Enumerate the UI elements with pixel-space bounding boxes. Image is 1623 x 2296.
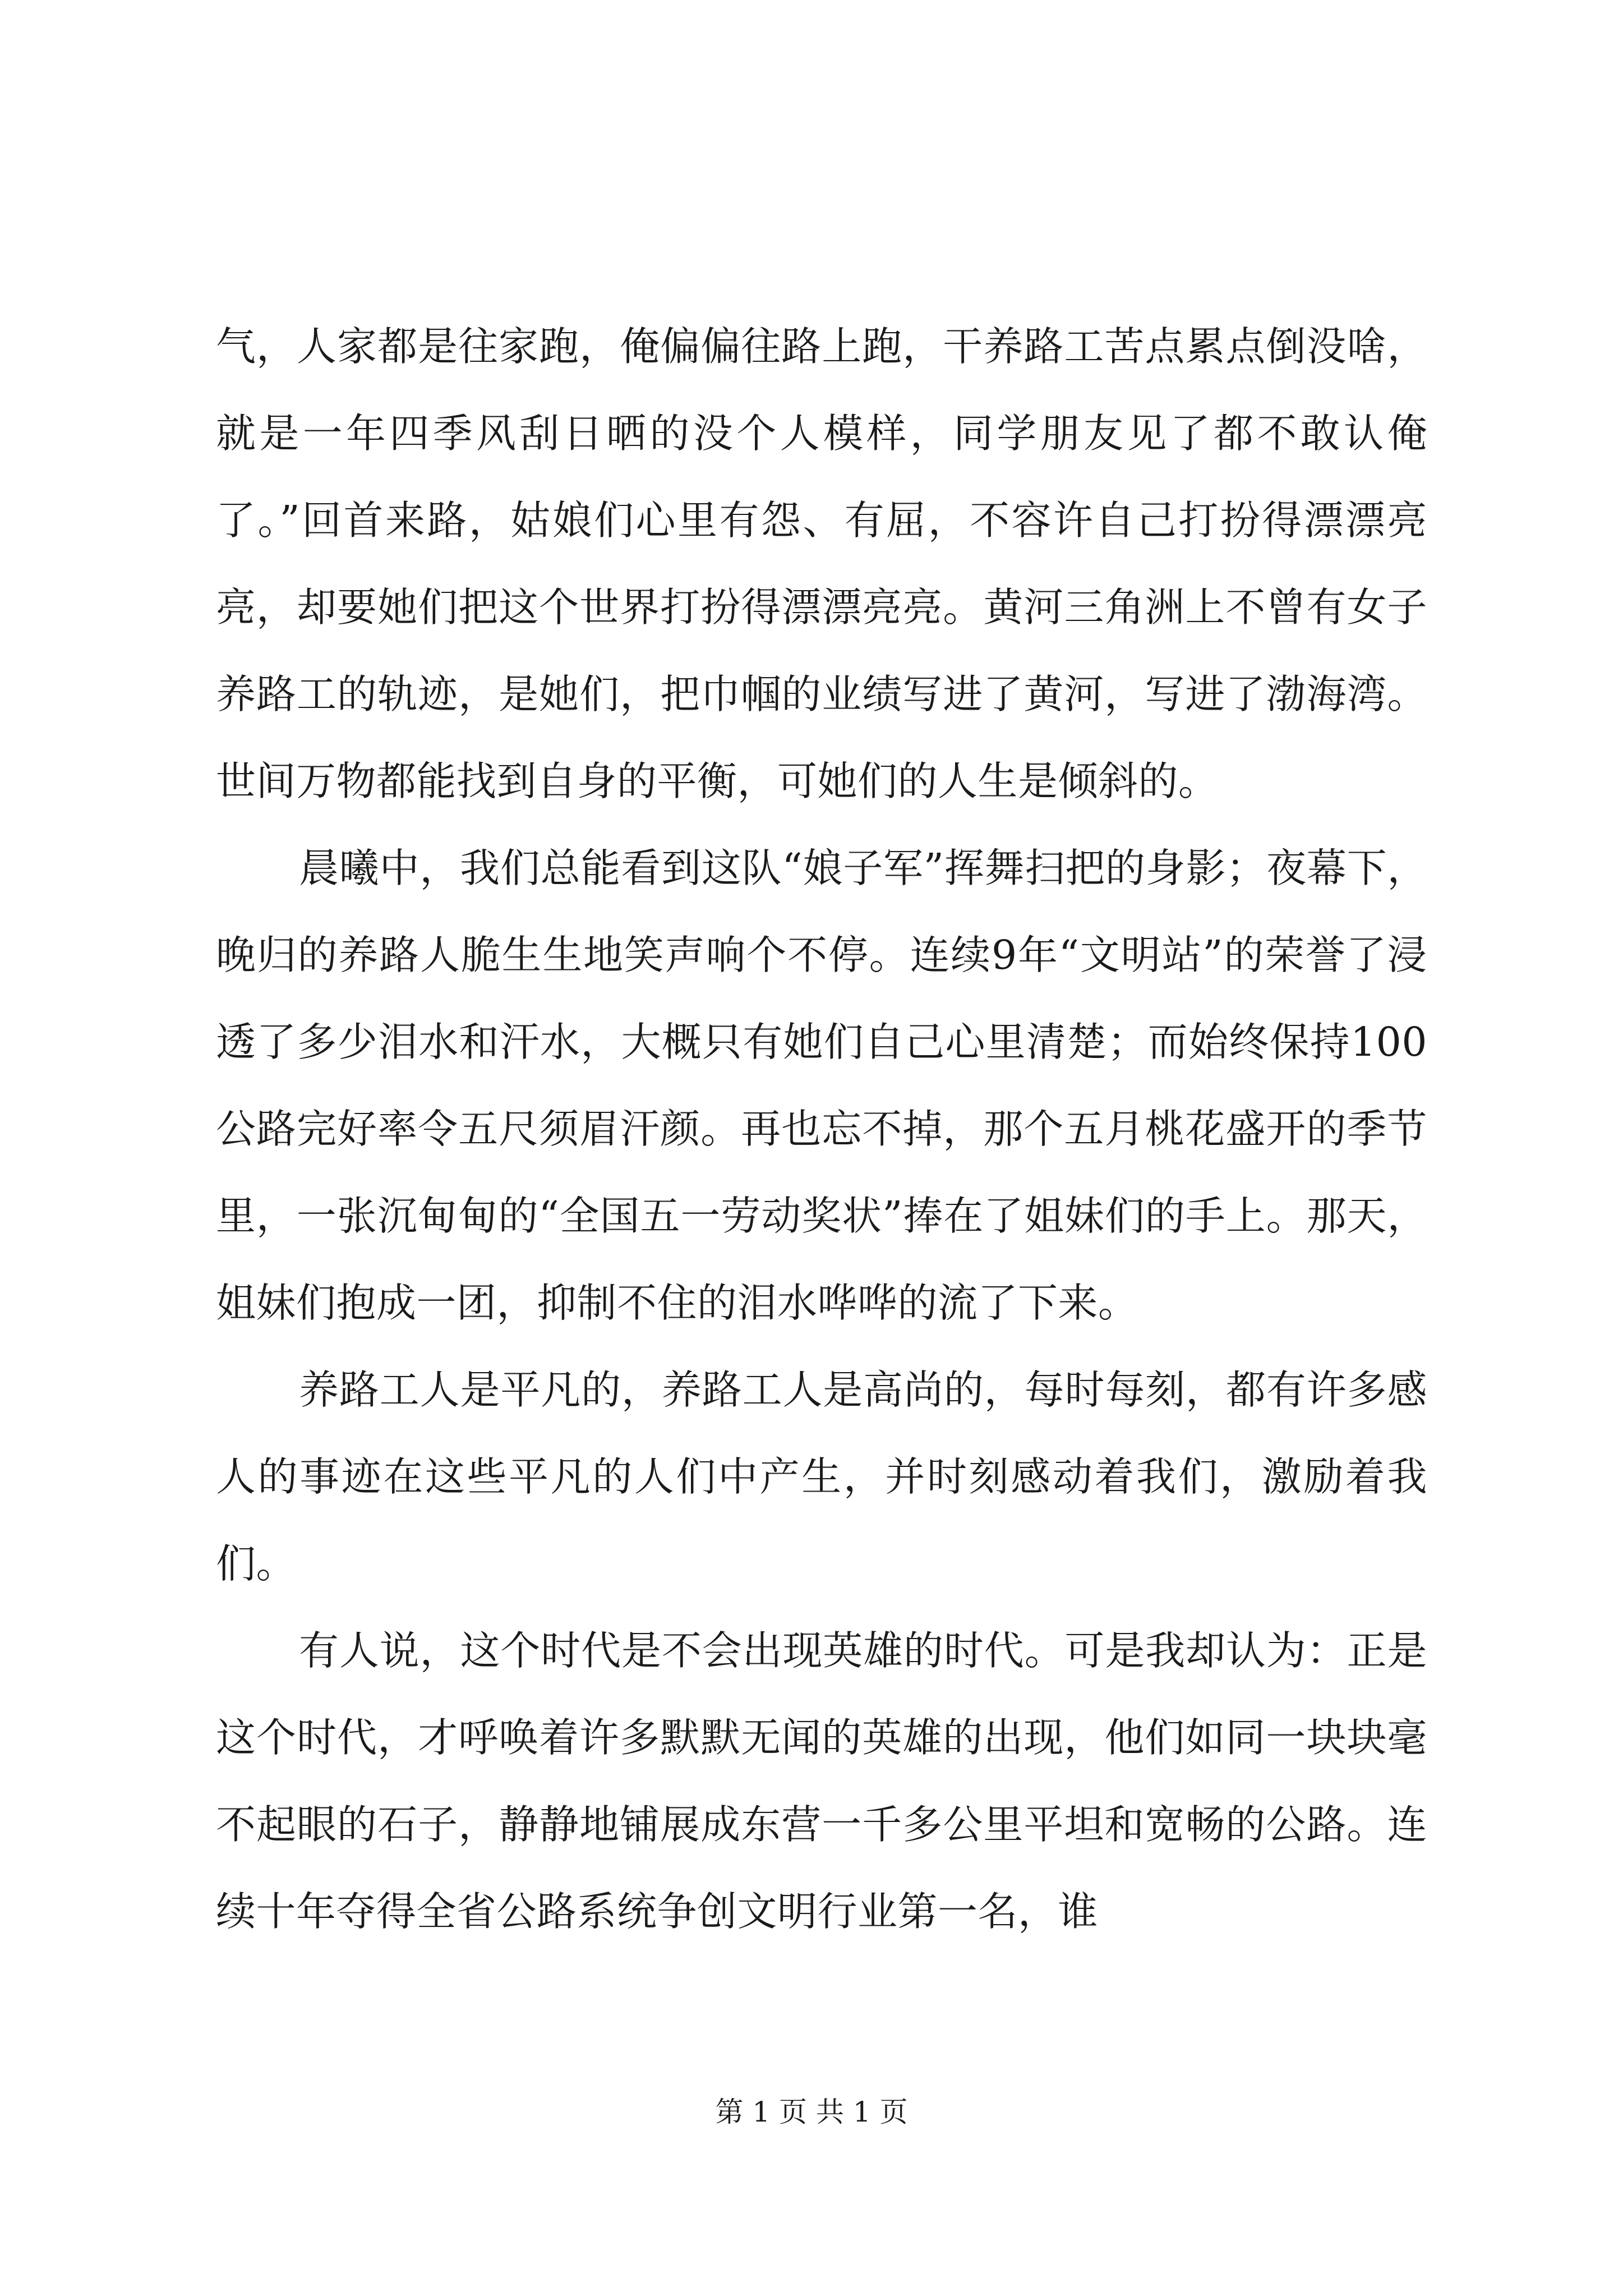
paragraph-4: 有人说，这个时代是不会出现英雄的时代。可是我却认为：正是这个时代，才呼唤着许多默默无闻的英雄的出现，他们如同一块块毫不起眼的石子，静静地铺展成东营一千多公里平坦和宽畅的公路。连续十年夺得全省公路系统争创文明行业第一名，谁 xyxy=(216,1627,1427,1935)
document-body xyxy=(216,303,1427,1955)
page-footer: 第 1 页 共 1 页 xyxy=(715,2096,908,2128)
paragraph-1: 气，人家都是往家跑，俺偏偏往路上跑，干养路工苦点累点倒没啥，就是一年四季风刮日晒的没个人模样，同学朋友见了都不敢认俺了。”回首来路，姑娘们心里有怨、有屈，不容许自己打扮得漂漂亮亮，却要她们把这个世界打扮得漂漂亮亮。黄河三角洲上不曾有女子养路工的轨迹，是她们，把巾帼的业绩写进了黄河，写进了渤海湾。世间万物都能找到自身的平衡，可她们的人生是倾斜的。 xyxy=(216,323,1427,804)
paragraph-2: 晨曦中，我们总能看到这队“娘子军”挥舞扫把的身影；夜幕下，晚归的养路人脆生生地笑声响个不停。连续9年“文明站”的荣誉了浸透了多少泪水和汗水，大概只有她们自己心里清楚；而始终保持100公路完好率令五尺须眉汗颜。再也忘不掉，那个五月桃花盛开的季节里，一张沉甸甸的“全国五一劳动奖状”捧在了姐妹们的手上。那天，姐妹们抱成一团，抑制不住的泪水哗哗的流了下来。 xyxy=(216,845,1427,1326)
paragraph-3: 养路工人是平凡的，养路工人是高尚的，每时每刻，都有许多感人的事迹在这些平凡的人们中产生，并时刻感动着我们，激励着我们。 xyxy=(216,1366,1427,1587)
